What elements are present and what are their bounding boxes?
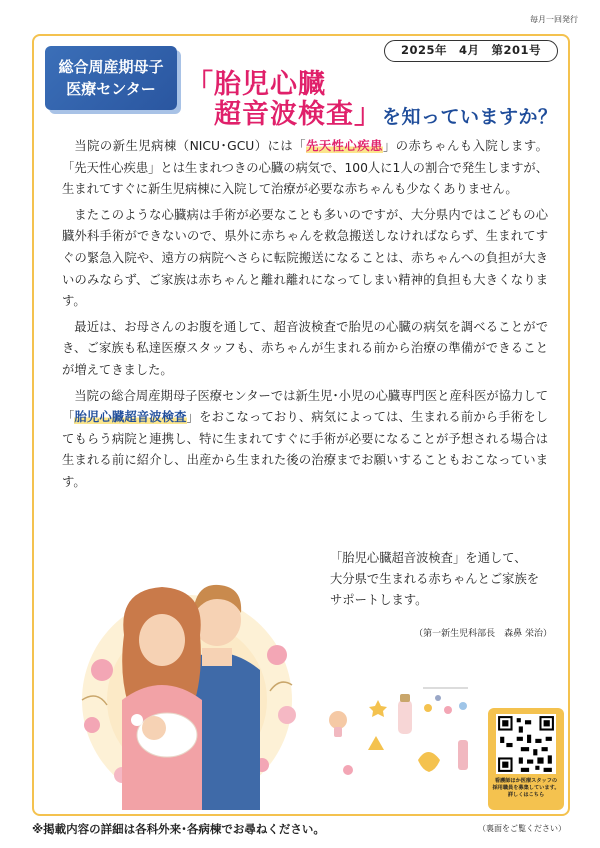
highlight-fetal-echo: 胎児心臓超音波検査: [74, 410, 187, 425]
closing-line3: サポートします。: [330, 593, 428, 607]
paragraph-2: またこのような心臓病は手術が必要なことも多いのですが、大分県内ではこどもの心臓外科手術ができないので、県外に赤ちゃんを救急搬送しなければならず、生まれてすぐの緊急入院や、遠方の病院へさらに転院搬送になることは、赤ちゃんへの負担が大きいのみならず、ご家族は赤ちゃんと離れ離れになってしまい精神的負担も大きくなります。: [62, 207, 548, 309]
qr-caption-line1: 看護師ほか医療スタッフの: [494, 778, 558, 784]
article-body: [62, 136, 548, 498]
paragraph-1-text-b: 」の赤ちゃんも入院します。「先天性心疾患」とは生まれつきの心臓の病気で、100人に1人の割合で発生しますが、生まれてすぐに新生児病棟に入院して治療が必要な赤ちゃんも少なくありません。: [62, 139, 548, 197]
publication-frequency: 毎月一回発行: [530, 15, 578, 24]
page-title-line2: [214, 92, 558, 131]
closing-line1: 「胎児心臓超音波検査」を通して、: [330, 551, 527, 565]
qr-caption-line2: 採用職員を募集しています。: [492, 785, 560, 791]
page-title-line1: 「胎児心臓: [186, 69, 326, 100]
paragraph-4-text-b: 」をおこなっており、病気によっては、生まれる前から手術をしてもらう病院と連携し、特に生まれてすぐに手術が必要になることが予想される場合は生まれる前に紹介し、出産から生まれた後の治療までお願いすることもおこなっています。: [62, 410, 548, 489]
closing-message: [330, 548, 539, 611]
paragraph-4-text-a: 当院の総合周産期母子医療センターでは新生児･小児の心臓専門医と産科医が協力して「: [62, 388, 548, 425]
department-name-line2: 医療センター: [66, 80, 156, 98]
department-name-line1: 総合周産期母子: [58, 58, 164, 76]
page-title-main: 超音波検査」: [214, 99, 382, 130]
author-credit: （第一新生児科部長 森鼻 栄治）: [414, 629, 552, 639]
qr-code-icon[interactable]: [496, 714, 556, 774]
department-badge: [45, 46, 177, 110]
family-illustration: [62, 560, 312, 810]
highlight-congenital-heart-disease: 先天性心疾患: [306, 139, 383, 153]
footer-note: ※掲載内容の詳細は各科外来･各病棟でお尋ねください。: [32, 822, 325, 836]
qr-caption-line3: 詳しくはこちら: [507, 792, 545, 798]
baby-goods-decoration: [318, 680, 488, 790]
paragraph-4: [62, 386, 548, 494]
issue-number: 2025年 4月 第201号: [384, 40, 558, 62]
paragraph-1-text-a: 当院の新生児病棟（NICU･GCU）には「: [74, 139, 307, 153]
page-title-question: を知っていますか？: [382, 106, 558, 128]
closing-line2: 大分県で生まれる赤ちゃんとご家族を: [330, 572, 540, 586]
paragraph-1: [62, 136, 548, 201]
qr-caption: [490, 778, 562, 799]
paragraph-3: 最近は、お母さんのお腹を通して、超音波検査で胎児の心臓の病気を調べることができ、ご家族も私達医療スタッフも、赤ちゃんが生まれる前から治療の準備ができることが増えてきました。: [62, 319, 548, 377]
see-back-note: （裏面をご覧ください）: [478, 824, 566, 833]
